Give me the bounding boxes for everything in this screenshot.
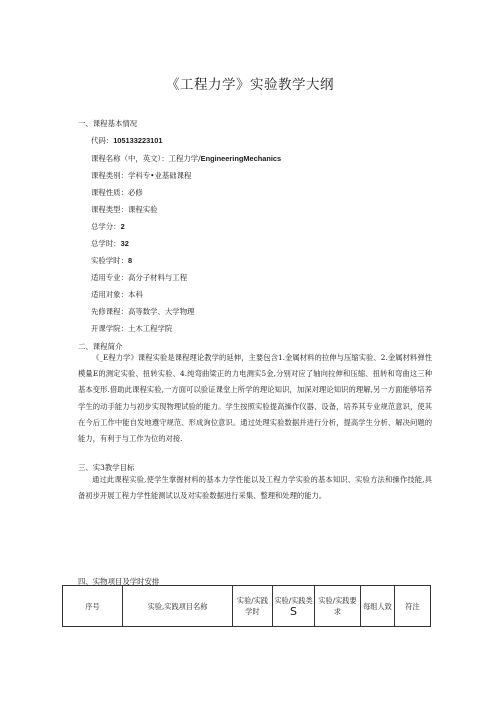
page-title: 《工程力学》实验教学大纲 [166, 77, 334, 93]
field-course-code: 代码：105133223101 [91, 136, 163, 145]
field-prerequisites: 先修课程：高等数学、大学物理 [91, 307, 195, 316]
field-major: 适用专业：高分子材料与工程 [91, 273, 188, 282]
section-heading-objectives: 三、实3教学目标 [78, 463, 135, 472]
col-header-index: 序号 [63, 586, 123, 627]
field-college: 开课学院：土木工程学院 [91, 324, 173, 333]
field-total-credits: 总学分：2 [91, 222, 125, 231]
field-course-nature: 课程性质：必修 [91, 188, 143, 197]
col-header-requirement: 实验/实践要求 [315, 586, 361, 627]
introduction-paragraph: 《_E程力学》课程实验是课程理论教学的延伸，主要包含1.金属材料的拉伸与压缩实验、2.金属材料弹性模量E的测定实验、扭转实验、4.纯弯曲梁正的力电测实5金,分别对应了轴向拉伸和压缩、扭转和弯曲这三种基本变形.借助此课程实验,一方面可以验证课堂上所学的理论知识，加深对理论知识的理解,另一方面能够培养学生的动手能力与初步实现物理试验的能力。学生按照实验提高操作仪器、设备，培养其专业规范意识，使其在今后工作中能自发地遵守规范、形成询位意识。通过处理实验数据并进行分析，提高学生分析、解决问题的能力，有利于与工作为位的对接. [78, 353, 432, 444]
field-audience: 适用对象：本科 [91, 290, 143, 299]
schedule-table [62, 585, 431, 627]
field-course-name: 课程名称（中，英文）：工程力学/EngineeringMechanics [91, 154, 282, 163]
objectives-paragraph: 通过此课程实验,使学生掌握材料的基本力学性能以及工程力学实验的基本知识、实验方法和操作技能,具备初步开展工程力学性能测试以及对实验数据进行采集、整理和处理的能力。 [78, 475, 432, 501]
field-lab-hours: 实验学时：8 [91, 256, 133, 265]
field-course-category: 课程类别：学科专•业基础课程 [91, 171, 192, 180]
field-course-type: 课程类型：课程实验 [91, 205, 158, 214]
col-header-group-size: 每组人致 [361, 586, 395, 627]
table-header-row [63, 586, 431, 627]
col-header-project-name: 实验,实践项目名称 [123, 586, 233, 627]
field-total-hours: 总学时：32 [91, 239, 129, 248]
section-heading-schedule: 四、实物项目及学时安排 [78, 577, 160, 586]
section-heading-basic-info: 一、课程基本情况 [78, 119, 138, 128]
col-header-hours: 实验/实践学时 [233, 586, 273, 627]
col-header-type: 实验/实践类 S [273, 586, 315, 627]
col-header-notes: 符注 [395, 586, 431, 627]
section-heading-introduction: 二、课程简介 [78, 342, 123, 351]
